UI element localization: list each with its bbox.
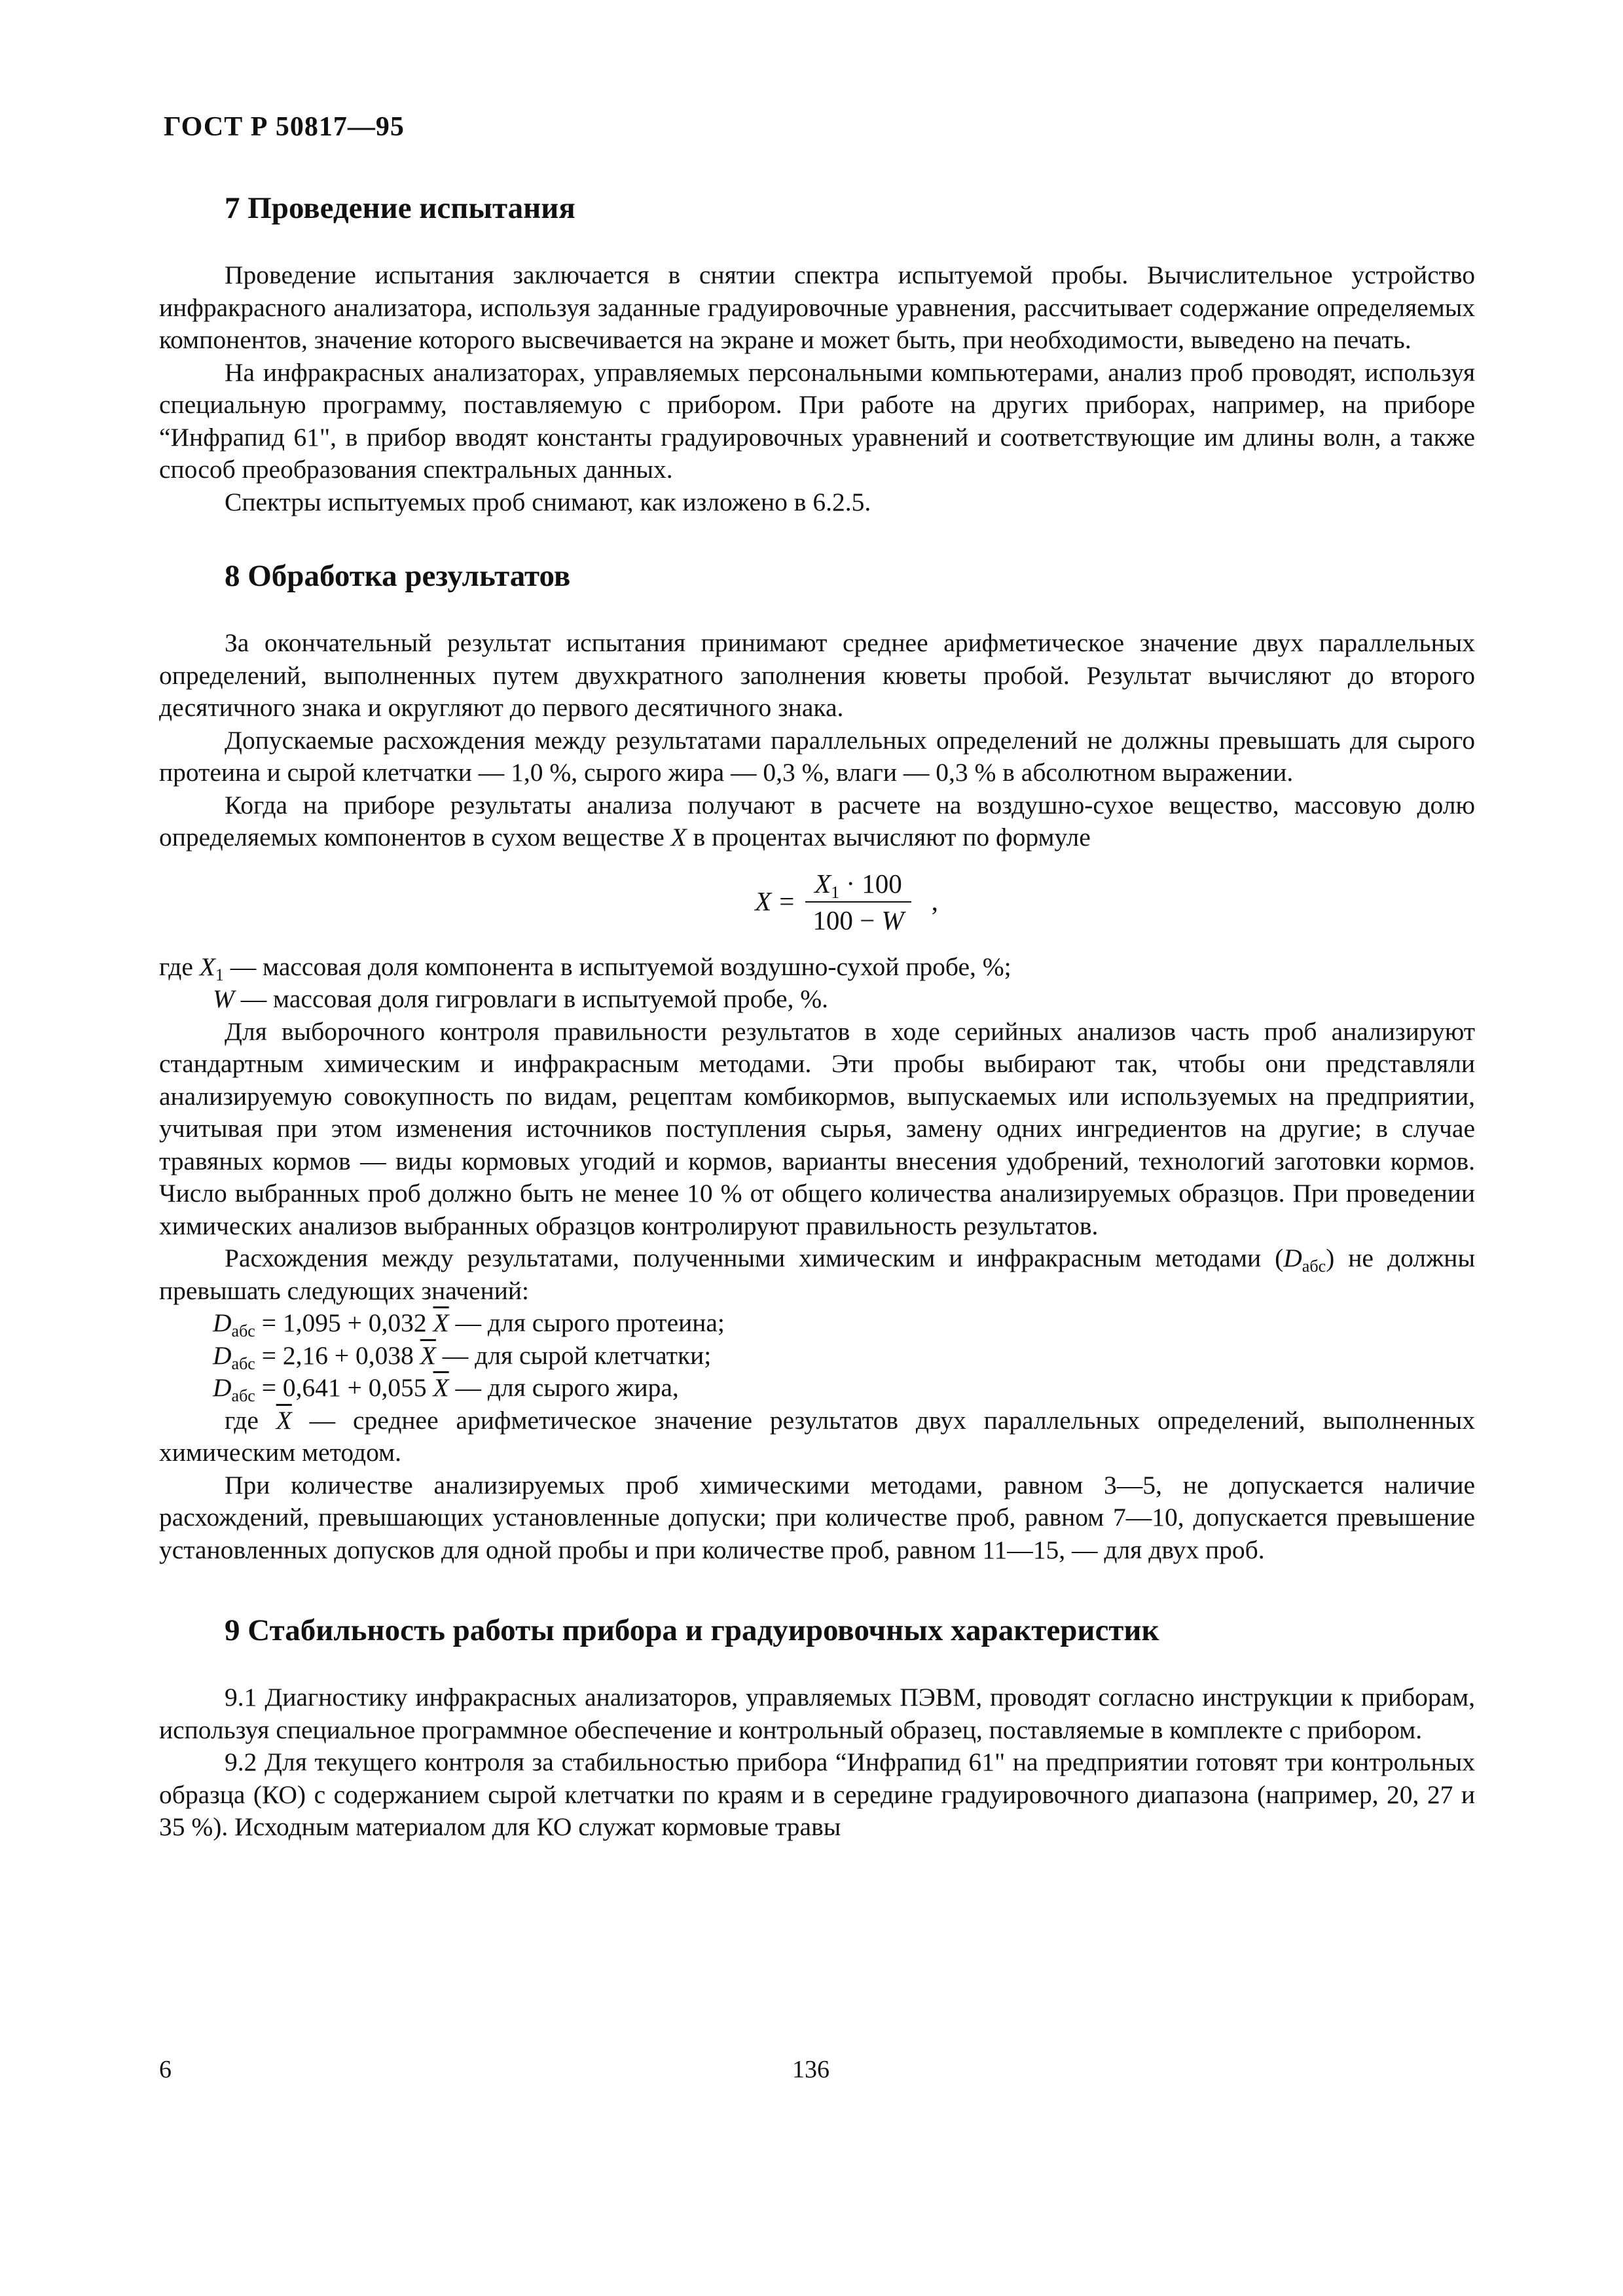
sheet-number: 136 — [792, 2056, 830, 2083]
section-8-paragraph-1: За окончательный результат испытания принимают среднее арифметическое значение двух параллельных определений, выполненных путем двухкратного заполнения кюветы пробой. Результат вычисляют до второго десятичного знака и округляют до первого десятичного знака. — [159, 628, 1475, 722]
formula-numerator: $X_1 \cdot 100$ — [805, 869, 911, 903]
definition-w: W — массовая доля гигровлаги в испытуемой пробе, %. — [213, 984, 829, 1013]
tolerance-protein: $D_{абс} = 1,095 + 0,032$ $\overline{X}$ — для сырого протеина; — [213, 1308, 725, 1340]
section-8-paragraph-7: При количестве анализируемых проб химическими методами, равном 3—5, не допускается наличие расхождений, превышающих установленные допуски; при количестве проб, равном 7—10, допускается превышение установленных допусков для одной пробы и при количестве проб, равном 11—15, — для двух проб. — [159, 1470, 1475, 1564]
section-8-paragraph-2: Допускаемые расхождения между результатами параллельных определений не должны превышать для сырого протеина и сырой клетчатки — 1,0 %, сырого жира — 0,3 %, влаги — 0,3 % в абсолютном выражении. — [159, 725, 1475, 787]
section-7-paragraph-1: Проведение испытания заключается в снятии спектра испытуемой пробы. Вычислительное устройство инфракрасного анализатора, используя заданные градуировочные уравнения, рассчитывает содержание определяемых компонентов, значение которого высвечивается на экране и может быть, при необходимости, выведено на печать. — [159, 260, 1475, 354]
tolerance-fat: $D_{абс} = 0,641 + 0,055$ $\overline{X}$ — для сырого жира, — [213, 1373, 679, 1405]
formula-lhs: X — [755, 886, 772, 916]
definition-x1: где $X_1$ — массовая доля компонента в испытуемой воздушно-сухой пробе, %; — [159, 952, 1012, 984]
section-8-paragraph-3: Когда на приборе результаты анализа получают в расчете на воздушно-сухое вещество, массовую долю определяемых компонентов в сухом веществе X в процентах вычисляют по формуле — [159, 790, 1475, 852]
document-body — [159, 190, 1475, 1844]
formula-denominator: 100 − W — [812, 905, 904, 935]
section-8-paragraph-5: Расхождения между результатами, полученными химическим и инфракрасным методами $(D_{абс})$ не должны превышать следующих значений: — [159, 1244, 1475, 1305]
page-number: 6 — [159, 2056, 172, 2083]
section-9-paragraph-1: 9.1 Диагностику инфракрасных анализаторов, управляемых ПЭВМ, проводят согласно инструкции к приборам, используя специальное программное обеспечение и контрольный образец, поставляемые в комплекте с прибором. — [159, 1683, 1475, 1744]
tolerance-fiber: $D_{абс} = 2,16 + 0,038$ $\overline{X}$ — для сырой клетчатки; — [213, 1340, 712, 1373]
dry-matter-formula — [159, 869, 1475, 935]
section-8-paragraph-6: где $\overline{X}$ — среднее арифметическое значение результатов двух параллельных определений, выполненных химическим методом. — [159, 1405, 1475, 1467]
section-8-paragraph-4: Для выборочного контроля правильности результатов в ходе серийных анализов часть проб анализируют стандартным химическим и инфракрасным методами. Эти пробы выбирают так, чтобы они представляли анализируемую совокупность по видам, рецептам комбикормов, выпускаемых или используемых на предприятии, учитывая при этом изменения источников поступления сырья, замену одних ингредиентов на другие; в случае травяных кормов — виды кормовых угодий и кормов, варианты внесения удобрений, технологий заготовки кормов. Число выбранных проб должно быть не менее 10 % от общего количества анализируемых образцов. При проведении химических анализов выбранных образцов контролируют правильность результатов. — [159, 1016, 1475, 1240]
section-9-paragraph-2: 9.2 Для текущего контроля за стабильностью прибора “Инфрапид 61" на предприятии готовят три контрольных образца (КО) с содержанием сырой клетчатки по краям и в середине градуировочного диапазона (например, 20, 27 и 35 %). Исходным материалом для КО служат кормовые травы — [159, 1748, 1475, 1841]
section-7-paragraph-3: Спектры испытуемых проб снимают, как изложено в 6.2.5. — [225, 487, 871, 516]
section-7-title: 7 Проведение испытания — [225, 191, 575, 225]
section-7-paragraph-2: На инфракрасных анализаторах, управляемых персональными компьютерами, анализ проб проводят, используя специальную программу, поставляемую с прибором. При работе на других приборах, например, на приборе “Инфрапид 61", в прибор вводят константы градуировочных уравнений и соответствующие им длины волн, а также способ преобразования спектральных данных. — [159, 357, 1475, 484]
formula-fraction — [803, 869, 913, 935]
formula-equals: = — [779, 886, 795, 916]
formula-trailing-comma: , — [931, 886, 938, 916]
section-9-title: 9 Стабильность работы прибора и градуировочных характеристик — [225, 1613, 1159, 1647]
section-8-title: 8 Обработка результатов — [225, 559, 571, 593]
standard-header: ГОСТ Р 50817—95 — [164, 112, 405, 142]
